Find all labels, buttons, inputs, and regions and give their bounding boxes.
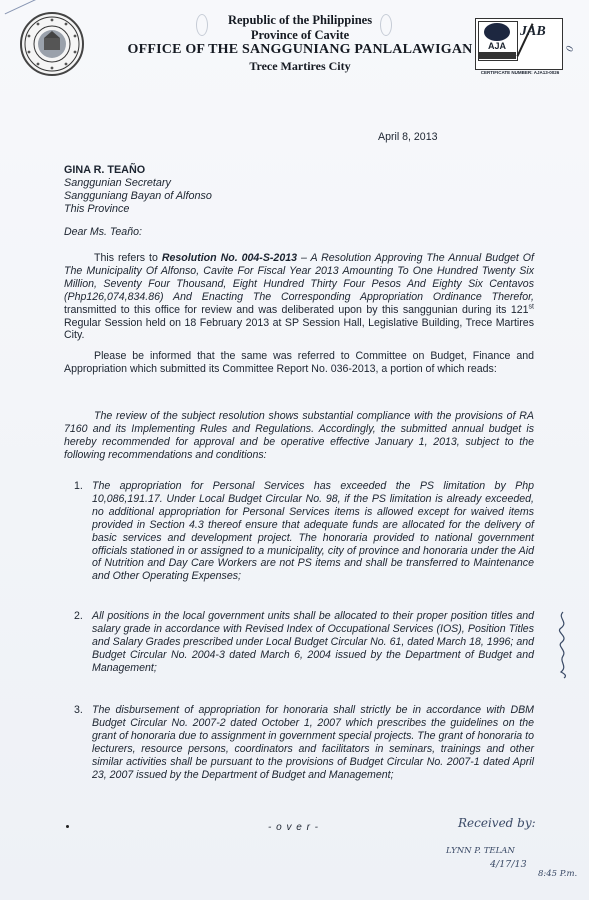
condition-item [74, 704, 534, 781]
dot-mark [66, 825, 69, 828]
receiver-name: LYNN P. TELAN [446, 846, 515, 856]
recipient-line: Sanggunian Secretary [64, 177, 171, 189]
item-number: 2. [74, 610, 83, 622]
item-text: The appropriation for Personal Services has exceeded the PS limitation by Php 10,086,191.17. Under Local Budget Circular No. 98, if the PS limitation is already exceeded, no additional appropriation for Personal Services items is allowed except for waived items provided in Section 4.3 thereof ensure that adequate funds are allocated for the delivery of basic services and development project. The honoraria provided to national government officials stationed in or assigned to a municipality, city of province and honoraria under the Aid of Nutrition and Day Care Workers are not PS items and shall be transferred to Maintenance and Other Operating Expenses; [92, 480, 534, 583]
item-text: All positions in the local government units shall be allocated to their proper position titles and salary grade in accordance with Revised Index of Occupational Services (IOS), Position Titles and Salary Grades prescribed under Local Budget Circular No. 61, dated March 18, 1996; and Budget Circular No. 2004-3 dated March 6, 2004 issued by the Department of Budget and Management; [92, 610, 534, 674]
intro-tail: Regular Session held on 18 February 2013 at SP Session Hall, Legislative Building, Trece Martires City. [64, 316, 534, 342]
item-number: 3. [74, 704, 83, 716]
paragraph-referral: Please be informed that the same was referred to Committee on Budget, Finance and Appropriation which submitted its Committee Report No. 036-2013, a portion of which reads: [64, 350, 534, 375]
letter-date: April 8, 2013 [378, 131, 438, 143]
aja-band [478, 52, 516, 59]
header-republic: Republic of the Philippines [227, 13, 373, 27]
aja-globe-icon [484, 23, 510, 41]
recipient-line: This Province [64, 203, 130, 215]
ordinal-suffix: st [528, 303, 534, 311]
certificate-number: CERTIFICATE NUMBER: AJA13-0026 [480, 70, 560, 75]
received-by-note: Received by: [458, 816, 536, 830]
provincial-seal-icon [20, 12, 84, 76]
aja-label: AJA [487, 41, 506, 51]
pen-mark [5, 0, 42, 14]
initials-signature-icon [553, 610, 573, 680]
item-text: The disbursement of appropriation for honoraria shall strictly be in accordance with DBM Budget Circular No. 2007-2 dated October 1, 2007 which prescribes the guidelines on the grant of honoraria due to assignment in government special projects. The grant of honoraria to lecturers, resource persons, coordinators and facilitators in seminars, trainings and other similar activities shall be pursuant to the provisions of Budget Circular No. 2007-1 dated April 23, 2007 issued by the Department of Budget and Management; [92, 704, 534, 781]
header-province: Province of Cavite [250, 28, 350, 42]
margin-note: 0 [565, 44, 577, 54]
jab-logo-text: JAB [520, 24, 546, 39]
recipient-block [64, 164, 212, 216]
header-city: Trece Martires City [249, 59, 351, 73]
paragraph-review: The review of the subject resolution shows substantial compliance with the provisions of RA 7160 and its Implementing Rules and Regulations. Accordingly, the submitted annual budget is hereby recommended for approval and be operative effective January 1, 2013, subject to the following recommendations and conditions: [64, 410, 534, 461]
header-office: OFFICE OF THE SANGGUNIANG PANLALAWIGAN [127, 42, 473, 57]
salutation: Dear Ms. Teaño: [64, 226, 142, 238]
condition-item [74, 610, 534, 675]
received-date: 4/17/13 [490, 859, 527, 870]
page-continuation: - o v e r - [268, 822, 320, 833]
intro-body: transmitted to this office for review and was deliberated upon by this sanggunian during its 121 [64, 303, 529, 316]
resolution-title: – A Resolution Approving The Annual Budget Of The Municipality Of Alfonso, Cavite For Fiscal Year 2013 Amounting To One Hundred Twenty Six Million, Seventy Four Thousand, Eight Hundred Thirty Four Pesos And Eighty Six Centavos (Php126,074,834.86) And Enacting The Corresponding Appropriation Ordinance Therefor, [64, 252, 534, 303]
condition-item [74, 480, 534, 583]
resolution-number: Resolution No. 004-S-2013 [161, 252, 297, 264]
recipient-name: GINA R. TEAÑO [64, 164, 146, 176]
item-number: 1. [74, 480, 83, 492]
intro-lead: This refers to [94, 252, 162, 264]
recipient-line: Sangguniang Bayan of Alfonso [64, 190, 212, 202]
received-time: 8:45 P.m. [538, 869, 578, 879]
paragraph-intro [64, 252, 534, 342]
